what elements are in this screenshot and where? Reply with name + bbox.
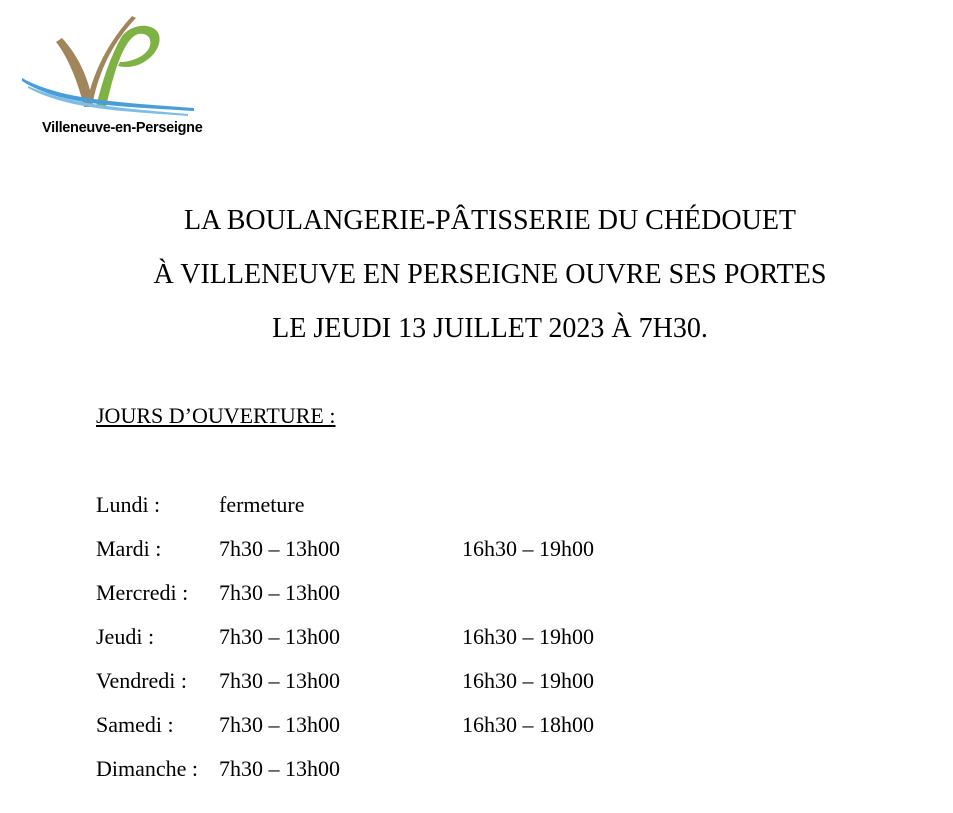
logo-caption: Villeneuve-en-Perseigne xyxy=(42,120,203,136)
hours-row xyxy=(96,752,796,796)
afternoon-hours: 16h30 – 19h00 xyxy=(462,624,594,649)
town-logo xyxy=(18,12,203,147)
logo-emblem-icon xyxy=(18,12,203,122)
day-label: Jeudi : xyxy=(96,624,155,649)
afternoon-hours: 16h30 – 19h00 xyxy=(462,536,594,561)
headline-line-1: LA BOULANGERIE-PÂTISSERIE DU CHÉDOUET xyxy=(183,205,797,236)
afternoon-hours: 16h30 – 19h00 xyxy=(462,668,594,693)
headline-line-2: À VILLENEUVE EN PERSEIGNE OUVRE SES PORTES xyxy=(153,259,827,290)
day-label: Samedi : xyxy=(96,712,174,737)
day-label: Vendredi : xyxy=(96,668,188,693)
logo-v-stroke xyxy=(56,16,136,107)
day-label: Mercredi : xyxy=(96,580,189,605)
hours-row xyxy=(96,488,796,532)
headline-line-3: LE JEUDI 13 JUILLET 2023 À 7H30. xyxy=(272,313,708,344)
morning-hours: 7h30 – 13h00 xyxy=(219,580,340,605)
logo-p-stroke xyxy=(96,26,160,107)
opening-hours-table xyxy=(96,488,796,796)
hours-row xyxy=(96,532,796,576)
hours-row xyxy=(96,708,796,752)
morning-hours: 7h30 – 13h00 xyxy=(219,624,340,649)
day-label: Lundi : xyxy=(96,492,161,517)
morning-hours: 7h30 – 13h00 xyxy=(219,756,340,781)
day-label: Mardi : xyxy=(96,536,162,561)
morning-hours: 7h30 – 13h00 xyxy=(219,668,340,693)
day-label: Dimanche : xyxy=(96,756,199,781)
afternoon-hours: 16h30 – 18h00 xyxy=(462,712,594,737)
hours-row xyxy=(96,620,796,664)
morning-hours: fermeture xyxy=(219,492,305,517)
announcement-headline xyxy=(0,194,953,356)
opening-days-title: JOURS D’OUVERTURE : xyxy=(96,403,336,428)
morning-hours: 7h30 – 13h00 xyxy=(219,536,340,561)
morning-hours: 7h30 – 13h00 xyxy=(219,712,340,737)
hours-row xyxy=(96,664,796,708)
hours-row xyxy=(96,576,796,620)
